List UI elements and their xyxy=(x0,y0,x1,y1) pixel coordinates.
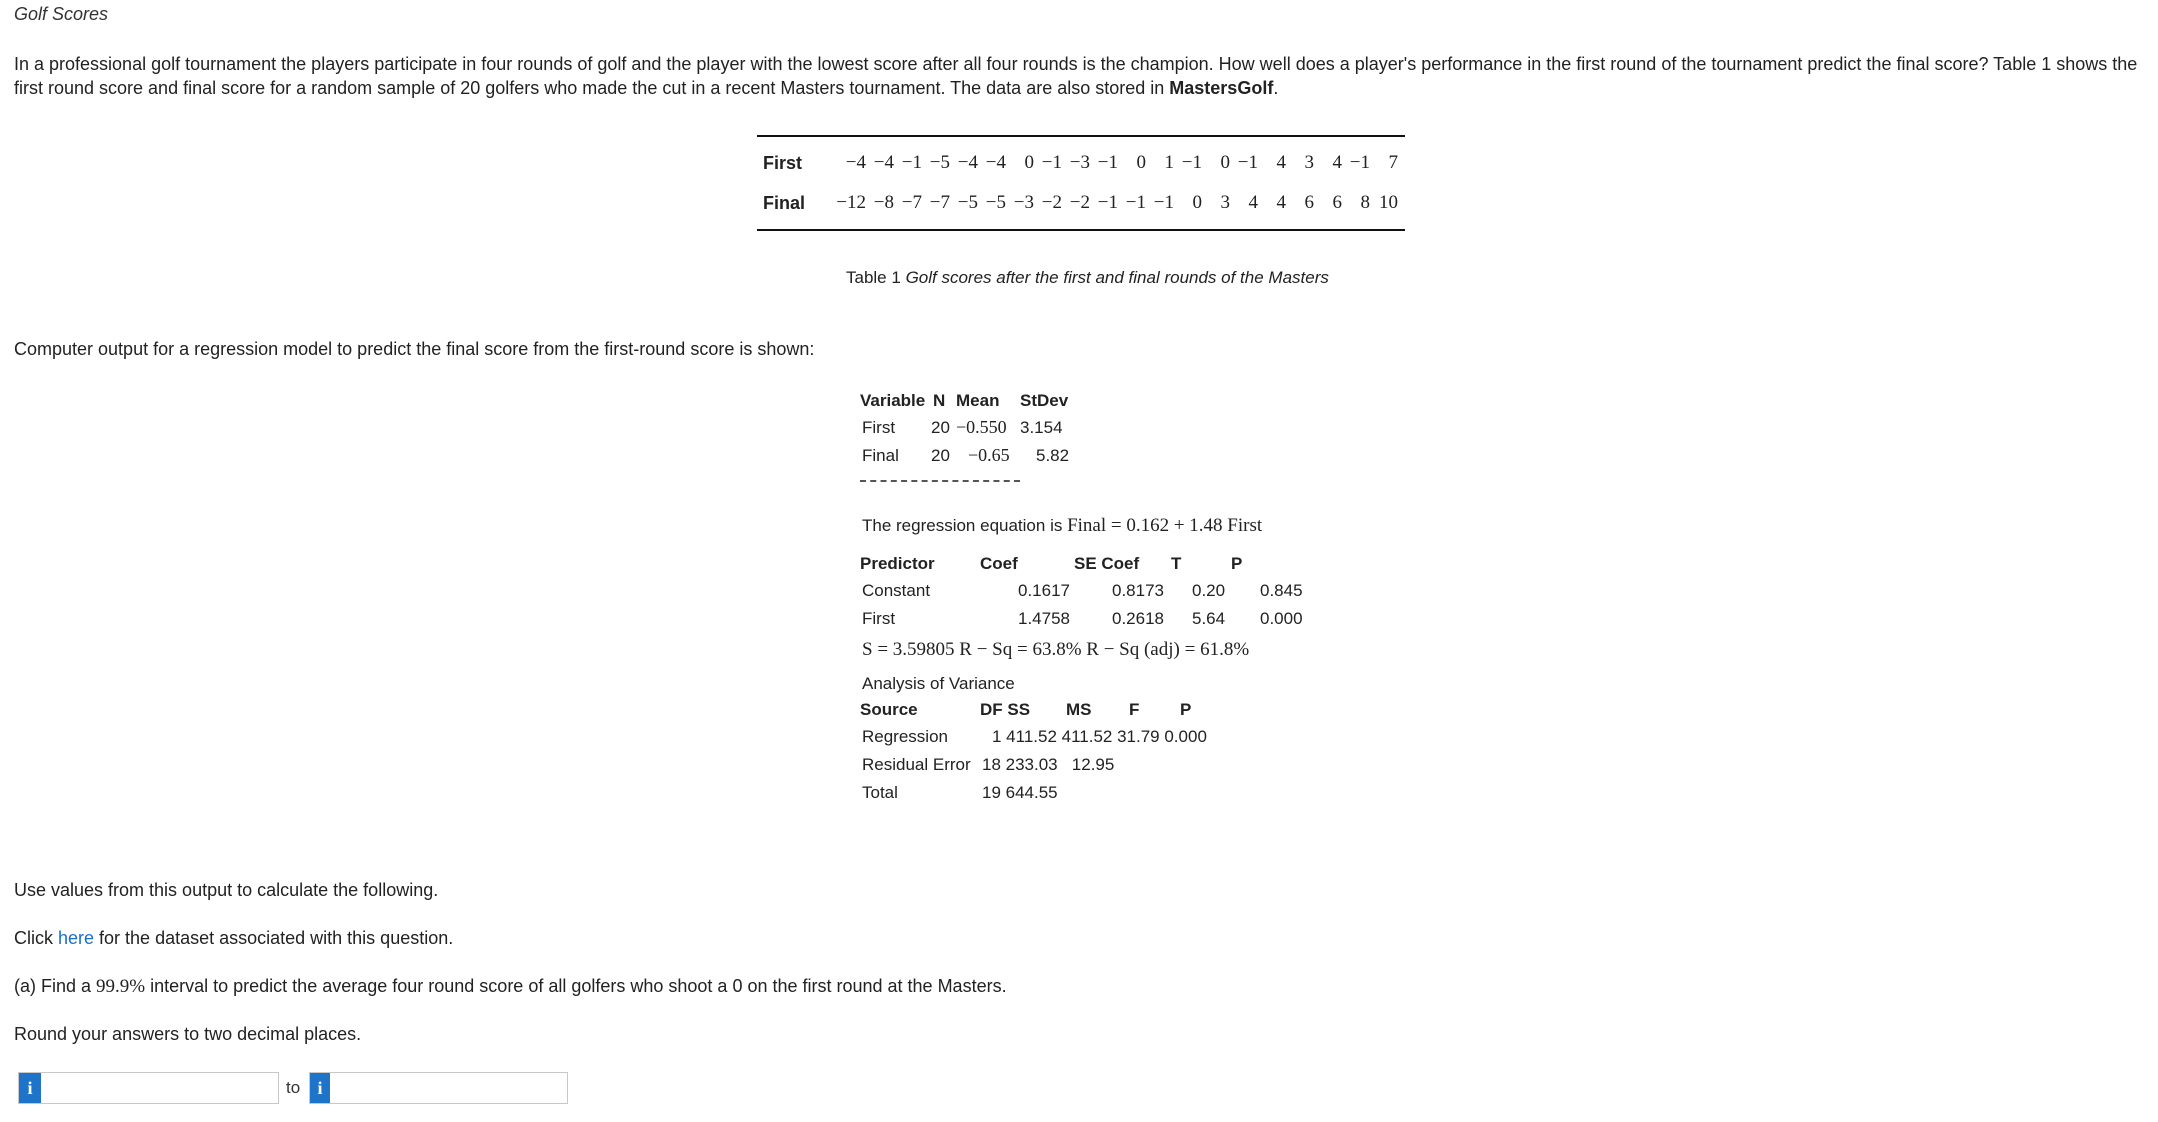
anova-header-df-ss: DF SS xyxy=(980,700,1031,719)
anova-row-source: Residual Error xyxy=(862,755,971,774)
info-icon[interactable]: i xyxy=(19,1073,41,1103)
coef-header-p: P xyxy=(1231,554,1243,573)
anova-header-source: Source xyxy=(860,700,918,719)
anova-row-values: 1 411.52 411.52 31.79 0.000 xyxy=(992,727,1207,746)
table-cell: −1 xyxy=(1237,152,1258,173)
desc-header-mean: Mean xyxy=(956,391,1000,410)
question-suffix: interval to predict the average four round score of all golfers who shoot a 0 on the first round at the Masters. xyxy=(145,976,1007,996)
instruction-dataset-link xyxy=(14,928,453,949)
table-cell: 0 xyxy=(1136,152,1146,173)
caption-text: Golf scores after the first and final rounds of the Masters xyxy=(905,268,1329,287)
row-values xyxy=(827,152,1405,174)
upper-bound-field xyxy=(309,1072,568,1104)
coef-row-p: 0.845 xyxy=(1260,581,1303,600)
data-row-final xyxy=(757,183,1405,223)
desc-row-n: 20 xyxy=(931,418,950,437)
coef-row-t: 5.64 xyxy=(1192,609,1226,628)
separator xyxy=(860,480,1020,482)
anova-header-ms: MS xyxy=(1066,700,1092,719)
anova-row-source: Regression xyxy=(862,727,948,746)
question-percent: 99.9% xyxy=(96,976,146,997)
table-cell: −4 xyxy=(957,152,978,173)
table-cell: −1 xyxy=(1153,192,1174,213)
table-cell: −5 xyxy=(929,152,950,173)
table-cell: 10 xyxy=(1379,192,1398,213)
regression-equation: Final = 0.162 + 1.48 First xyxy=(1067,515,1263,536)
coef-row-predictor: Constant xyxy=(862,581,931,600)
table-cell: 6 xyxy=(1304,192,1314,213)
anova-title: Analysis of Variance xyxy=(862,674,1015,693)
table-cell: −4 xyxy=(873,152,894,173)
desc-row-mean: −0.65 xyxy=(968,445,1010,465)
desc-row-mean: −0.550 xyxy=(956,417,1007,437)
coef-header-se: SE Coef xyxy=(1074,554,1140,573)
regression-eq-prefix: The regression equation is xyxy=(862,516,1068,535)
coef-row-coef: 1.4758 xyxy=(1018,609,1070,628)
coef-header-predictor: Predictor xyxy=(860,554,935,573)
coef-header-t: T xyxy=(1171,554,1182,573)
table-cell: 1 xyxy=(1164,152,1174,173)
upper-bound-input[interactable] xyxy=(330,1073,567,1103)
intro-text: In a professional golf tournament the players participate in four rounds of golf and the player with the lowest score after all four rounds is the champion. How well does a player's performance in the first round of the tournament predict the final score? Table 1 shows the first round score and final score for a random sample of 20 golfers who made the cut in a recent Masters tournament. The data are also stored in xyxy=(14,54,2138,98)
click-suffix: for the dataset associated with this question. xyxy=(94,928,454,948)
dataset-link[interactable]: here xyxy=(58,928,95,948)
instruction-use-values: Use values from this output to calculate the following. xyxy=(14,880,439,900)
table-cell: 4 xyxy=(1332,152,1342,173)
intro-paragraph xyxy=(14,52,2149,100)
table-cell: 4 xyxy=(1248,192,1258,213)
click-prefix: Click xyxy=(14,928,58,948)
desc-header-variable: Variable xyxy=(860,391,926,410)
coef-header-coef: Coef xyxy=(980,554,1018,573)
coef-row-se: 0.8173 xyxy=(1112,581,1164,600)
table-cell: 4 xyxy=(1276,152,1286,173)
table-cell: −3 xyxy=(1013,192,1034,213)
intro-end: . xyxy=(1273,78,1279,98)
table-cell: −1 xyxy=(1097,192,1118,213)
table-cell: 0 xyxy=(1192,192,1202,213)
table-cell: −2 xyxy=(1041,192,1062,213)
table-cell: −1 xyxy=(1181,152,1202,173)
desc-row-variable: First xyxy=(862,418,896,437)
desc-header-n: N xyxy=(933,391,946,410)
caption-prefix: Table 1 xyxy=(846,268,901,287)
anova-row-values: 19 644.55 xyxy=(982,783,1058,802)
table-cell: −7 xyxy=(929,192,950,213)
table-cell: −4 xyxy=(985,152,1006,173)
info-icon[interactable]: i xyxy=(310,1073,330,1103)
table-caption xyxy=(846,268,1329,288)
row-label: First xyxy=(763,152,803,173)
dataset-name: MastersGolf xyxy=(1169,78,1274,98)
to-label: to xyxy=(286,1078,301,1097)
data-table xyxy=(757,135,1405,231)
question-prefix: (a) Find a xyxy=(14,976,97,996)
desc-header-stdev: StDev xyxy=(1020,391,1069,410)
anova-header-f: F xyxy=(1129,700,1140,719)
anova-header-p: P xyxy=(1180,700,1192,719)
table-cell: −12 xyxy=(836,192,866,213)
anova-row-source: Total xyxy=(862,783,898,802)
desc-row-stdev: 5.82 xyxy=(1036,446,1070,465)
table-cell: 3 xyxy=(1304,152,1314,173)
table-cell: −5 xyxy=(985,192,1006,213)
coef-row-predictor: First xyxy=(862,609,896,628)
table-cell: 0 xyxy=(1024,152,1034,173)
table-cell: 7 xyxy=(1388,152,1398,173)
table-cell: −5 xyxy=(957,192,978,213)
coef-row-coef: 0.1617 xyxy=(1018,581,1070,600)
table-cell: 8 xyxy=(1360,192,1370,213)
lower-bound-field xyxy=(18,1072,279,1104)
table-cell: −3 xyxy=(1069,152,1090,173)
regression-eq-label xyxy=(862,515,1262,537)
table-cell: 4 xyxy=(1276,192,1286,213)
table-cell: −4 xyxy=(845,152,866,173)
table-cell: −8 xyxy=(873,192,894,213)
lower-bound-input[interactable] xyxy=(41,1073,278,1103)
table-cell: 3 xyxy=(1220,192,1230,213)
row-values xyxy=(827,192,1405,214)
table-cell: −1 xyxy=(1041,152,1062,173)
table-cell: −1 xyxy=(1349,152,1370,173)
table-cell: −1 xyxy=(1125,192,1146,213)
anova-row-values: 18 233.03 12.95 xyxy=(982,755,1115,774)
coef-row-se: 0.2618 xyxy=(1112,609,1164,628)
round-note: Round your answers to two decimal places. xyxy=(14,1024,362,1044)
page-title: Golf Scores xyxy=(14,4,109,24)
table-cell: 0 xyxy=(1220,152,1230,173)
fit-statistics: S = 3.59805 R − Sq = 63.8% R − Sq (adj) = 61.8% xyxy=(862,639,1250,660)
table-cell: 6 xyxy=(1332,192,1342,213)
desc-row-stdev: 3.154 xyxy=(1020,418,1063,437)
table-cell: −1 xyxy=(901,152,922,173)
desc-row-n: 20 xyxy=(931,446,950,465)
output-intro: Computer output for a regression model to predict the final score from the first-round score is shown: xyxy=(14,339,815,359)
coef-row-p: 0.000 xyxy=(1260,609,1303,628)
row-label: Final xyxy=(763,192,806,213)
table-cell: −1 xyxy=(1097,152,1118,173)
data-row-first xyxy=(757,143,1405,183)
desc-row-variable: Final xyxy=(862,446,899,465)
question-a xyxy=(14,976,1007,998)
coef-row-t: 0.20 xyxy=(1192,581,1226,600)
table-cell: −2 xyxy=(1069,192,1090,213)
table-cell: −7 xyxy=(901,192,922,213)
